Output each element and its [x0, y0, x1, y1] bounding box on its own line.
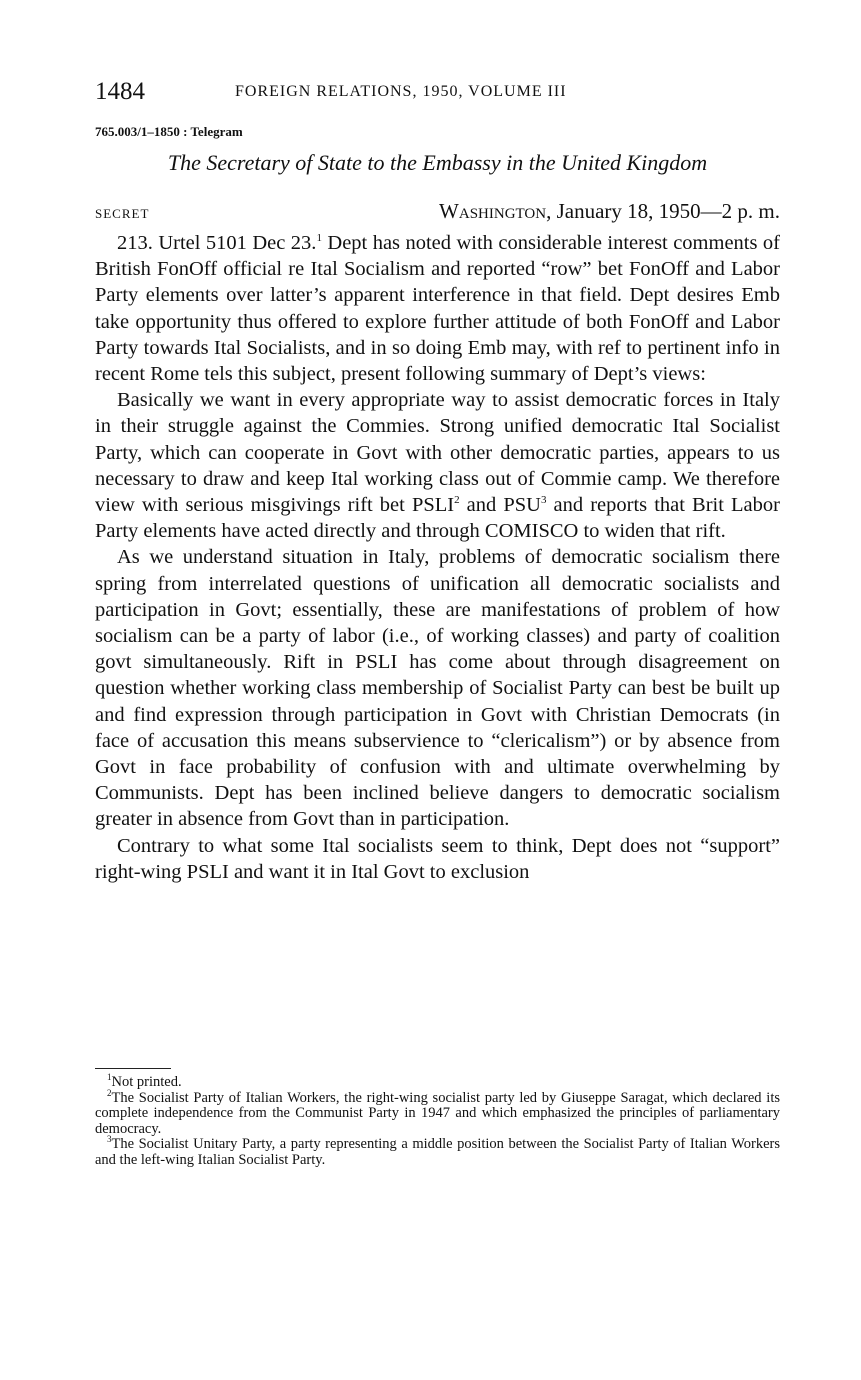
document-title: The Secretary of State to the Embassy in the United Kingdom [167, 150, 708, 175]
footnote-reference: 1 [316, 232, 322, 245]
footnote [95, 1087, 780, 1138]
footnote-mark: 2 [107, 1087, 112, 1098]
paragraph [95, 230, 780, 387]
footnote-text: The Socialist Unitary Party, a party representing a middle position between the Socialist Party of Italian Workers and the left-wing Italian Socialist Party. [95, 1136, 780, 1168]
paragraph [95, 387, 780, 544]
page-header [95, 78, 780, 108]
dateline-date: , January 18, 1950—2 p. m. [546, 199, 780, 223]
paragraph-text: As we understand situation in Italy, problems of democratic socialism there spring from interrelated questions of unification all democratic socialists and participation in Govt; essentially, these are manifestations of problem of how socialism can be a party of labor (i.e., of working classes) and party of coalition govt simultaneously. Rift in PSLI has come about through disagreement on question whether working class membership of Socialist Party can best be built up and find expression through participation in Govt with Christian Democrats (in face of accusation this means subservience to “clericalism”) or by absence from Govt in face probability of confusion with and ultimate overwhelming by Communists. Dept has been inclined believe dangers to democratic socialism greater in absence from Govt than in participation. [95, 546, 780, 831]
footnote-reference: 2 [454, 494, 460, 507]
footnote-divider [95, 1068, 171, 1069]
classification-marking: SECRET [95, 206, 150, 221]
footnote-text: Not printed. [111, 1074, 182, 1090]
page-number: 1484 [95, 78, 145, 105]
footnote [95, 1072, 780, 1091]
dateline-place: Washington [439, 199, 547, 223]
telegram-body [95, 230, 780, 885]
paragraph-text: 213. Urtel 5101 Dec 23. [117, 232, 317, 254]
footnote-mark: 1 [107, 1072, 112, 1083]
footnote-reference: 3 [540, 494, 547, 507]
paragraph [95, 544, 780, 832]
paragraph-text: Dept has noted with considerable interest comments of British FonOff official re Ital Socialism and reported “row” bet FonOff and Labor Party elements over latter’s apparent interference in that field. Dept desires Emb take opportunity thus offered to explore further attitude of both FonOff and Labor Party towards Ital Socialists, and in so doing Emb may, with ref to pertinent info in recent Rome tels this subject, present following summary of Dept’s views: [95, 232, 780, 386]
footnote-text: The Socialist Party of Italian Workers, the right-wing socialist party led by Giuseppe Saragat, which declared its complete independence from the Communist Party in 1947 and which emphasized the principles of parliamentary democracy. [95, 1089, 780, 1137]
dateline [439, 199, 780, 224]
paragraph-text: Basically we want in every appropriate way to assist democratic forces in Italy in their struggle against the Commies. Strong unified democratic Ital Socialist Party, which can cooperate in Govt with other democratic parties, appears to us necessary to draw and keep Ital working class out of Commie camp. We therefore view with serious misgivings rift bet PSLI [95, 389, 780, 517]
file-reference: 765.003/1–1850 : Telegram [95, 124, 243, 139]
running-title: FOREIGN RELATIONS, 1950, VOLUME III [235, 83, 567, 100]
paragraph [95, 833, 780, 885]
paragraph-text: Contrary to what some Ital socialists seem to think, Dept does not “support” right-wing PSLI and want it in Ital Govt to exclusion [95, 834, 780, 883]
paragraph-text: and reports that Brit Labor Party elements have acted directly and through COMISCO to widen that rift. [95, 494, 780, 543]
footnote [95, 1134, 780, 1168]
footnote-mark: 3 [107, 1134, 112, 1145]
footnotes [95, 1072, 780, 1169]
paragraph-text: and PSU [459, 494, 541, 517]
